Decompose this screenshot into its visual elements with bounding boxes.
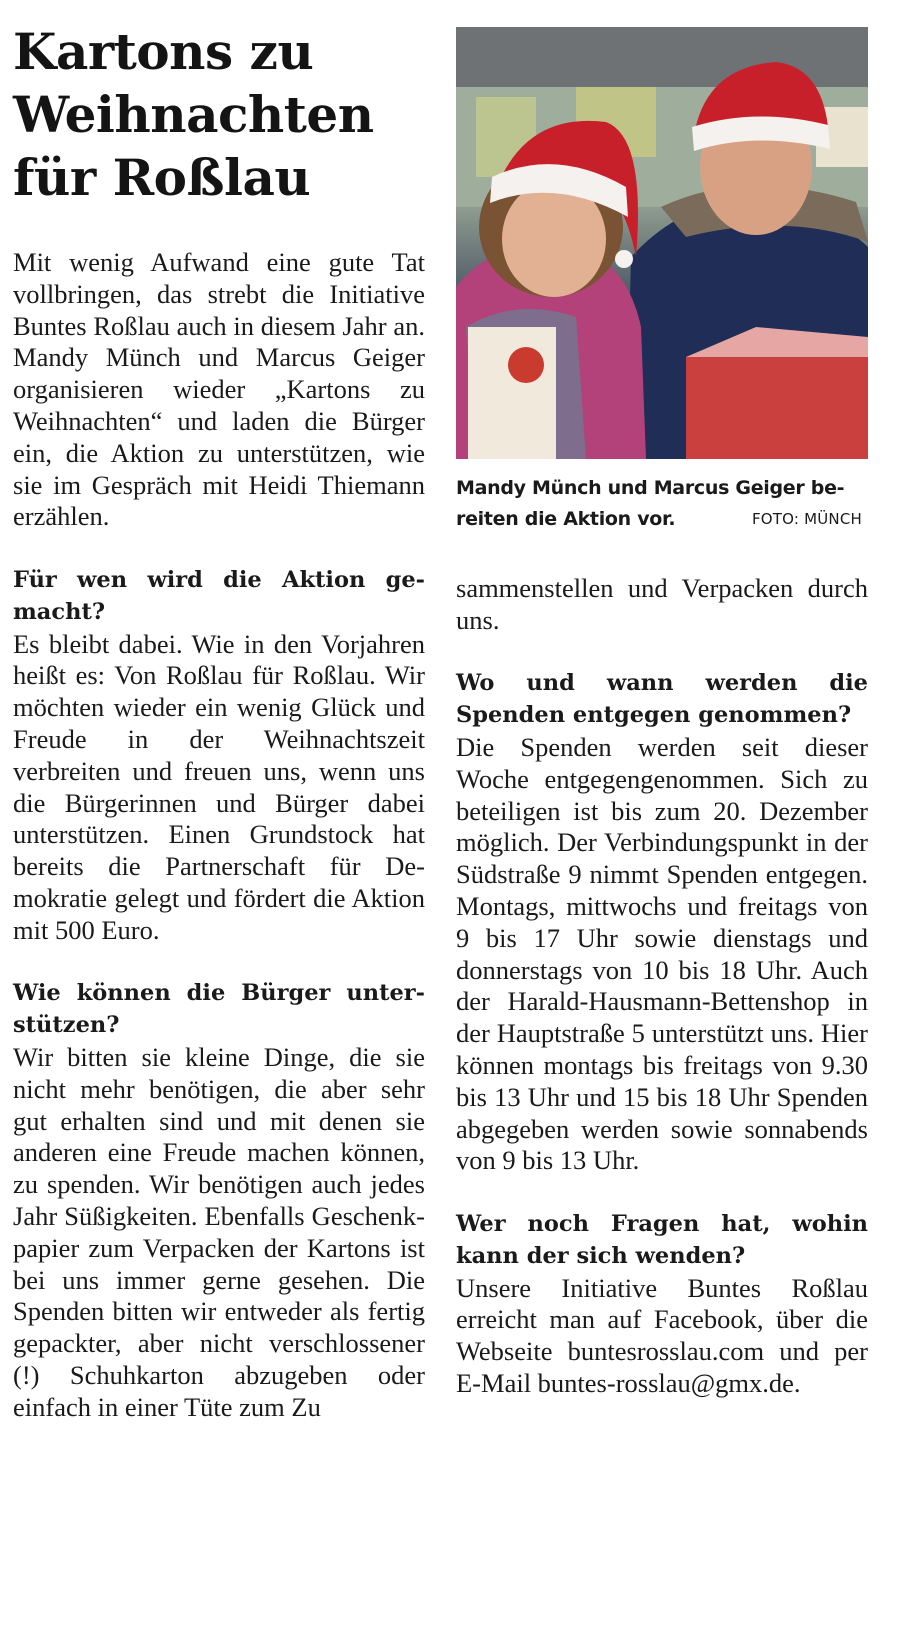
spacer <box>456 1177 868 1209</box>
photo-caption-text: Mandy Münch und Marcus Geiger bereiten die Aktion vor. <box>456 477 845 530</box>
photo-credit: FOTO: MÜNCH <box>751 510 862 528</box>
left-column <box>13 0 425 1423</box>
article-lead: Mit wenig Aufwand eine gute Tat vollbringen, das strebt die Initiative Buntes Roßlau auch in diesem Jahr an. Mandy Münch und Marcus Geiger organisieren wieder „Kartons zu Weihnachten“ und laden die Bürger ein, die Aktion zu unterstützen, wie sie im Gespräch mit Heidi Thiemann erzählen. <box>13 247 425 532</box>
answer-text-1: Es bleibt dabei. Wie in den Vorjahren heißt es: Von Roßlau für Roßlau. Wir möchten wieder ein wenig Glück und Freude in der Weihnachtszeit verbreiten und freuen uns, wenn uns die Bürgerinnen und Bürger dabei unterstützen. Einen Grundstock hat bereits die Partnerschaft für Demokratie gelegt und fördert die Aktion mit 500 Euro. <box>13 628 425 945</box>
question-heading-1: Für wen wird die Aktion gemacht? <box>13 566 425 625</box>
article-photo <box>456 27 868 459</box>
article-headline <box>13 20 425 209</box>
question-heading-3: Wo und wann werden die Spenden entgegen genommen? <box>456 670 868 729</box>
photo-illustration <box>456 27 868 459</box>
right-column <box>456 0 868 1400</box>
answer-text-4: Unsere Initiative Buntes Roßlau erreicht man auf Facebook, über die Webseite buntesrosslau.com und per E-Mail buntes-rosslau@gmx.de. <box>456 1272 868 1398</box>
headline-line-3: für Roßlau <box>13 148 311 207</box>
spacer <box>456 637 868 669</box>
spacer <box>13 533 425 565</box>
right-column-body <box>456 573 868 1400</box>
question-heading-4: Wer noch Fragen hat, wohin kann der sich wenden? <box>456 1210 868 1269</box>
headline-line-1: Kartons zu <box>13 22 314 81</box>
headline-line-2: Weihnachten <box>13 85 374 144</box>
answer-text-2-continued: sammenstellen und Verpacken durch uns. <box>456 573 868 635</box>
answer-text-3: Die Spenden werden seit dieser Woche entgegengenommen. Sich zu beteiligen ist bis zum 20. Dezember möglich. Der Verbindungspunkt in der Südstraße 9 nimmt Spenden entgegen. Montags, mittwochs und freitags von 9 bis 17 Uhr sowie dienstags und donnerstags von 10 bis 18 Uhr. Auch der Harald-Hausmann-Bettenshop in der Hauptstraße 5 unterstützt uns. Hier können montags bis freitags von 9.30 bis 13 Uhr und 15 bis 18 Uhr Spenden abgegeben werden sowie sonnabends von 9 bis 13 Uhr. <box>456 731 868 1176</box>
photo-caption <box>456 473 868 535</box>
answer-text-2: Wir bitten sie kleine Dinge, die sie nicht mehr benötigen, die aber sehr gut erhalten sind und mit denen sie anderen eine Freude machen können, zu spenden. Wir benötigen auch jedes Jahr Süßigkeiten. Ebenfalls Geschenkpapier zum Verpacken der Kartons ist bei uns immer gerne gesehen. Die Spenden bitten wir entweder als fertig gepackter, aber nicht verschlossener (!) Schuhkarton abzugeben oder einfach in einer Tüte zum Zu <box>13 1041 425 1422</box>
spacer <box>13 947 425 979</box>
question-heading-2: Wie können die Bürger unterstützen? <box>13 980 425 1039</box>
